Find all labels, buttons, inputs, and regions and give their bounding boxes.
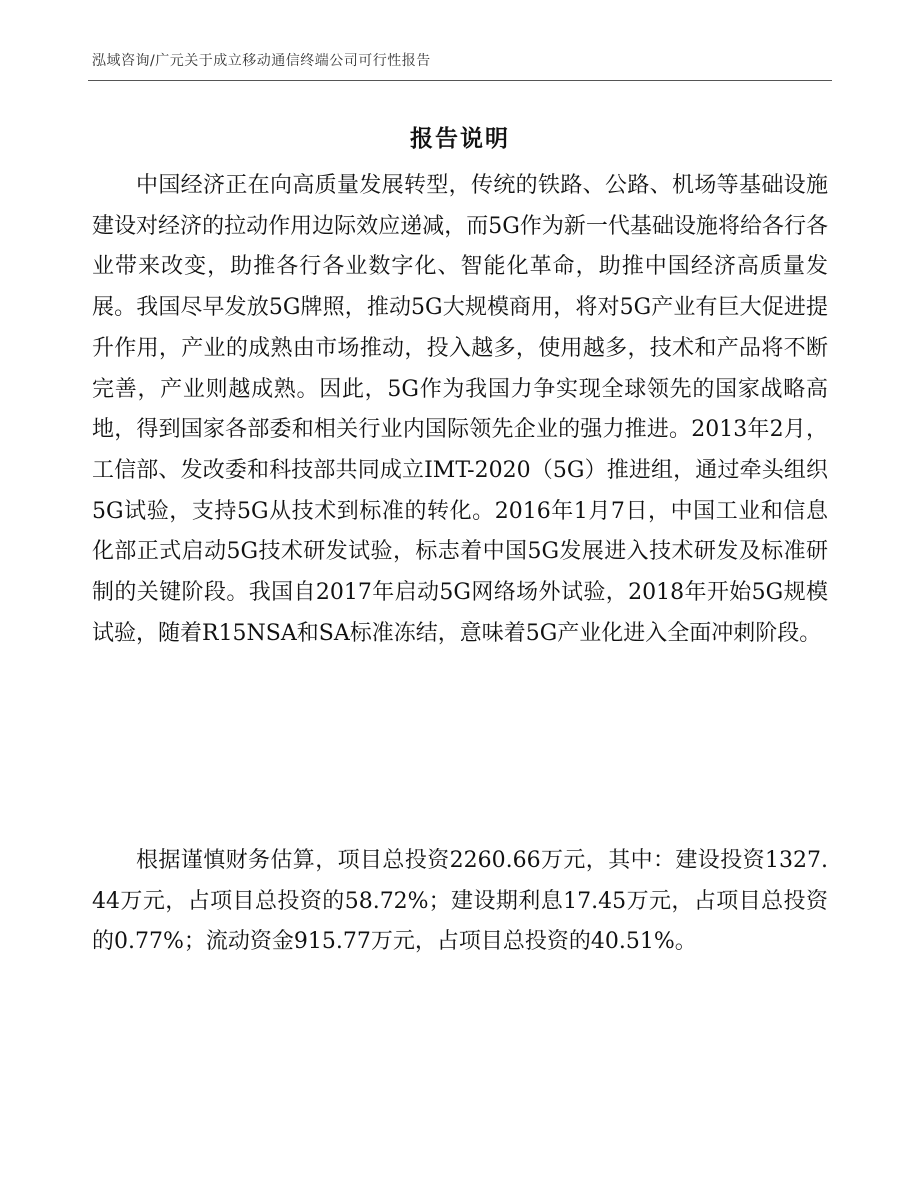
header-divider [88, 80, 832, 81]
section-title: 报告说明 [410, 126, 510, 152]
body-paragraph: 根据谨慎财务估算，项目总投资2260.66万元，其中：建设投资1327.44万元，占项目总投资的58.72%；建设期利息17.45万元，占项目总投资的0.77%；流动资金915.77万元，占项目总投资的40.51%。 [92, 848, 828, 955]
body-paragraph: 中国经济正在向高质量发展转型，传统的铁路、公路、机场等基础设施建设对经济的拉动作用边际效应递减，而5G作为新一代基础设施将给各行各业带来改变，助推各行各业数字化、智能化革命，助推中国经济高质量发展。我国尽早发放5G牌照，推动5G大规模商用，将对5G产业有巨大促进提升作用，产业的成熟由市场推动，投入越多，使用越多，技术和产品将不断完善，产业则越成熟。因此，5G作为我国力争实现全球领先的国家战略高地，得到国家各部委和相关行业内国际领先企业的强力推进。2013年2月，工信部、发改委和科技部共同成立IMT-2020（5G）推进组，通过牵头组织5G试验，支持5G从技术到标准的转化。2016年1月7日，中国工业和信息化部正式启动5G技术研发试验，标志着中国5G发展进入技术研发及标准研制的关键阶段。我国自2017年启动5G网络场外试验，2018年开始5G规模试验，随着R15NSA和SA标准冻结，意味着5G产业化进入全面冲刺阶段。 [92, 173, 828, 646]
running-header: 泓域咨询/广元关于成立移动通信终端公司可行性报告 [92, 53, 431, 69]
